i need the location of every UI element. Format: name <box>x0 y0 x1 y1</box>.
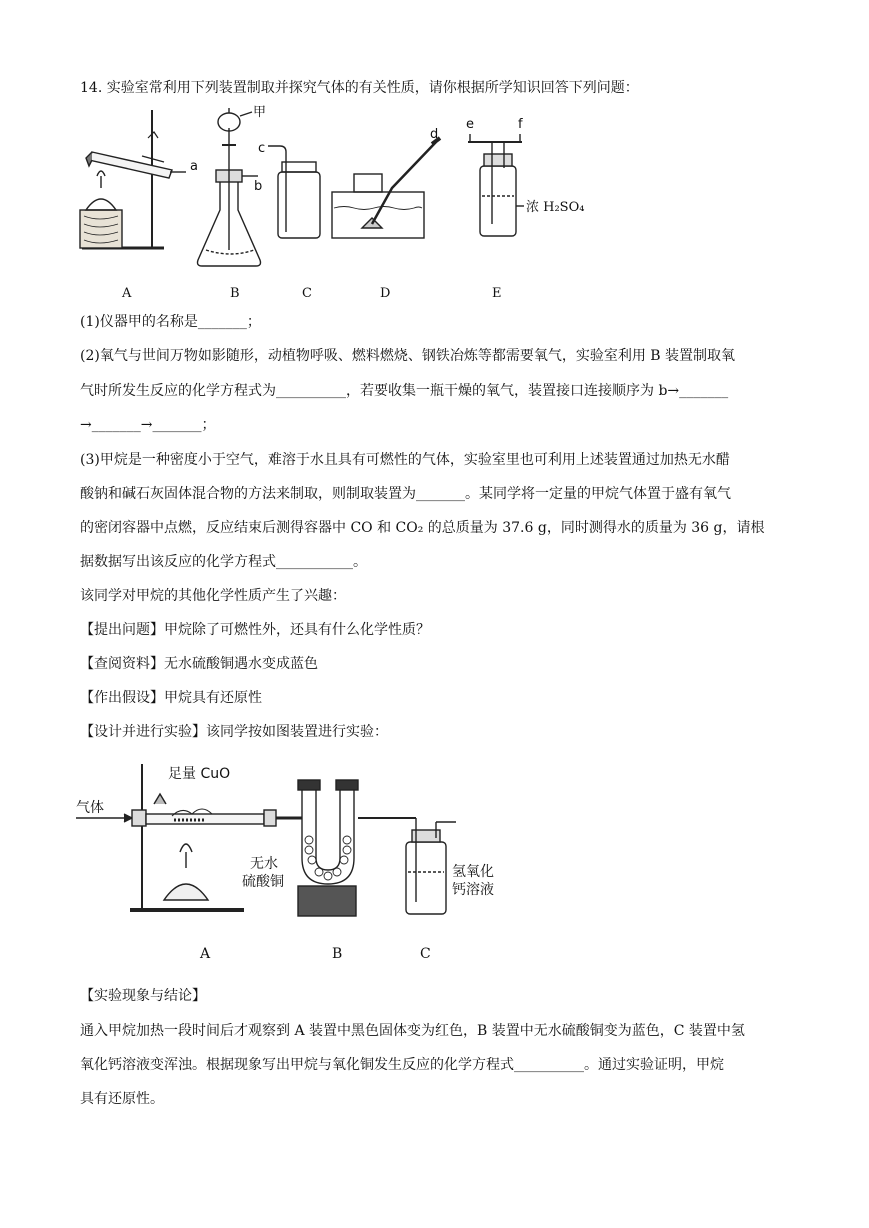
acid-label: 浓 H₂SO₄ <box>526 200 585 215</box>
part-1: (1)仪器甲的名称是_______； <box>80 314 261 330</box>
question-title: 14. 实验室常利用下列装置制取并探究气体的有关性质，请你根据所学知识回答下列问题： <box>80 80 639 96</box>
phenomenon-line-1: 通入甲烷加热一段时间后才观察到 A 装置中黑色固体变为红色，B 装置中无水硫酸铜变为蓝色，C 装置中氢 <box>80 1023 745 1039</box>
phenomenon-line-3: 具有还原性。 <box>80 1091 164 1107</box>
cuso4-label-1: 无水 <box>250 856 278 872</box>
port-e-label: e <box>466 117 474 132</box>
port-c-label: c <box>258 141 266 156</box>
port-a-label: a <box>190 159 198 174</box>
caoh-label-1: 氢氧化 <box>452 864 494 880</box>
fig2-label-c: C <box>420 946 431 962</box>
part-3-line-4: 据数据写出该反应的化学方程式___________。 <box>80 554 367 570</box>
apparatus-figure-2 <box>72 760 494 965</box>
hypothesis: 【作出假设】甲烷具有还原性 <box>80 690 262 706</box>
port-f-label: f <box>518 117 523 132</box>
fig2-label-b: B <box>332 946 343 962</box>
phenomenon-heading: 【实验现象与结论】 <box>80 988 206 1004</box>
part-2-line-3: →_______→_______； <box>80 417 216 433</box>
apparatus-figure-1 <box>72 100 592 310</box>
jia-label: 甲 <box>253 105 267 120</box>
part-3-line-1: (3)甲烷是一种密度小于空气，难溶于水且具有可燃性的气体，实验室里也可利用上述装置通过加热无水醋 <box>80 452 730 468</box>
phenomenon-line-2: 氧化钙溶液变浑浊。根据现象写出甲烷与氧化铜发生反应的化学方程式__________。通过实验证明，甲烷 <box>80 1057 724 1073</box>
fig1-label-e: E <box>492 286 502 301</box>
part-3-line-2: 酸钠和碱石灰固体混合物的方法来制取，则制取装置为_______。某同学将一定量的甲烷气体置于盛有氧气 <box>80 486 731 502</box>
cuo-label: 足量 CuO <box>168 766 231 782</box>
fig1-label-a: A <box>122 286 132 301</box>
gas-label: 气体 <box>76 800 104 816</box>
caoh-label-2: 钙溶液 <box>452 882 494 898</box>
fig1-label-c: C <box>302 286 312 301</box>
part-3-line-3: 的密闭容器中点燃，反应结束后测得容器中 CO 和 CO₂ 的总质量为 37.6 g，同时测得水的质量为 36 g，请根 <box>80 520 765 536</box>
consult-data: 【查阅资料】无水硫酸铜遇水变成蓝色 <box>80 656 318 672</box>
raise-question: 【提出问题】甲烷除了可燃性外，还具有什么化学性质？ <box>80 622 430 638</box>
part-2-line-1: (2)氧气与世间万物如影随形，动植物呼吸、燃料燃烧、钢铁冶炼等都需要氧气，实验室利用 B 装置制取氧 <box>80 348 736 364</box>
fig2-label-a: A <box>200 946 211 962</box>
fig1-label-b: B <box>230 286 240 301</box>
part-2-line-2: 气时所发生反应的化学方程式为__________，若要收集一瓶干燥的氧气，装置接口连接顺序为 b→_______ <box>80 383 729 399</box>
fig1-label-d: D <box>380 286 391 301</box>
design-experiment: 【设计并进行实验】该同学按如图装置进行实验： <box>80 724 388 740</box>
port-b-label: b <box>254 179 263 194</box>
cuso4-label-2: 硫酸铜 <box>242 874 284 890</box>
port-d-label: d <box>430 127 439 142</box>
interest-line: 该同学对甲烷的其他化学性质产生了兴趣： <box>80 588 346 604</box>
